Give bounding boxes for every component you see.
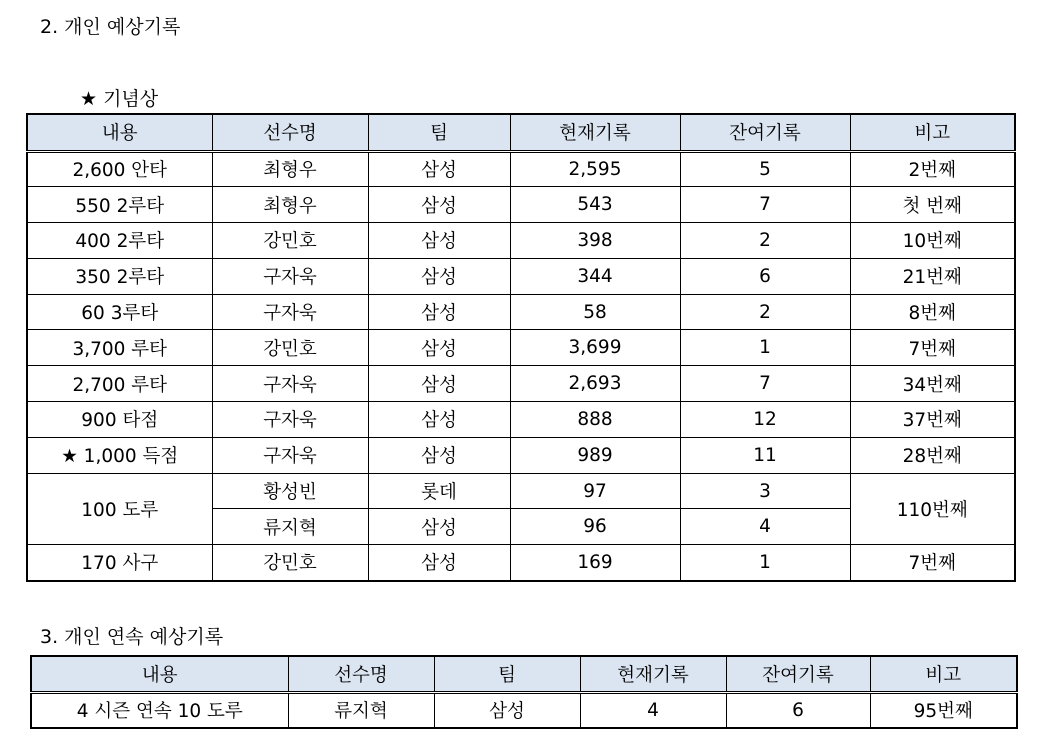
cell-note: 110번째	[850, 473, 1015, 545]
header-player: 선수명	[288, 656, 434, 692]
table-row	[27, 151, 1015, 187]
cell-player: 황성빈	[212, 473, 368, 509]
cell-current: 2,693	[510, 366, 680, 402]
section-3-title: 3. 개인 연속 예상기록	[40, 626, 224, 648]
cell-content: 900 타점	[27, 402, 212, 438]
cell-current: 3,699	[510, 330, 680, 366]
cell-player: 강민호	[212, 223, 368, 259]
cell-content: 4 시즌 연속 10 도루	[31, 692, 288, 728]
cell-content: 2,700 루타	[27, 366, 212, 402]
header-note: 비고	[850, 114, 1015, 151]
table-row	[27, 366, 1015, 402]
header-current: 현재기록	[580, 656, 726, 692]
header-team: 팀	[368, 114, 510, 151]
cell-team: 삼성	[368, 223, 510, 259]
cell-remaining: 2	[680, 223, 850, 259]
table-header-row	[27, 114, 1015, 151]
cell-player: 강민호	[212, 330, 368, 366]
cell-current: 888	[510, 402, 680, 438]
cell-team: 삼성	[368, 509, 510, 545]
header-current: 현재기록	[510, 114, 680, 151]
cell-content: 170 사구	[27, 545, 212, 581]
cell-remaining: 2	[680, 294, 850, 330]
cell-remaining: 7	[680, 187, 850, 223]
cell-team: 롯데	[368, 473, 510, 509]
table-row	[27, 545, 1015, 581]
cell-player: 최형우	[212, 151, 368, 187]
cell-content: 3,700 루타	[27, 330, 212, 366]
cell-current: 2,595	[510, 151, 680, 187]
table-header-row	[31, 656, 1017, 692]
cell-note: 2번째	[850, 151, 1015, 187]
table-row	[27, 294, 1015, 330]
header-content: 내용	[31, 656, 288, 692]
cell-remaining: 1	[680, 330, 850, 366]
cell-current: 543	[510, 187, 680, 223]
cell-player: 구자욱	[212, 258, 368, 294]
header-content: 내용	[27, 114, 212, 151]
cell-team: 삼성	[368, 437, 510, 473]
cell-player: 류지혁	[212, 509, 368, 545]
section-2-subtitle: ★ 기념상	[80, 88, 159, 110]
cell-remaining: 1	[680, 545, 850, 581]
cell-player: 구자욱	[212, 294, 368, 330]
cell-note: 8번째	[850, 294, 1015, 330]
cell-remaining: 7	[680, 366, 850, 402]
section-2-title: 2. 개인 예상기록	[40, 16, 181, 38]
cell-team: 삼성	[368, 330, 510, 366]
table-row	[27, 187, 1015, 223]
cell-note: 37번째	[850, 402, 1015, 438]
cell-current: 398	[510, 223, 680, 259]
cell-remaining: 6	[726, 692, 870, 728]
cell-team: 삼성	[368, 402, 510, 438]
header-note: 비고	[870, 656, 1017, 692]
table-row	[27, 223, 1015, 259]
cell-player: 류지혁	[288, 692, 434, 728]
table-row	[27, 473, 1015, 509]
header-remaining: 잔여기록	[726, 656, 870, 692]
cell-team: 삼성	[368, 187, 510, 223]
cell-note: 첫 번째	[850, 187, 1015, 223]
cell-current: 989	[510, 437, 680, 473]
cell-team: 삼성	[368, 258, 510, 294]
cell-player: 구자욱	[212, 366, 368, 402]
table-row	[27, 402, 1015, 438]
cell-note: 10번째	[850, 223, 1015, 259]
cell-remaining: 6	[680, 258, 850, 294]
cell-team: 삼성	[368, 151, 510, 187]
cell-team: 삼성	[368, 294, 510, 330]
header-player: 선수명	[212, 114, 368, 151]
cell-remaining: 5	[680, 151, 850, 187]
header-remaining: 잔여기록	[680, 114, 850, 151]
cell-remaining: 11	[680, 437, 850, 473]
cell-player: 최형우	[212, 187, 368, 223]
cell-note: 34번째	[850, 366, 1015, 402]
cell-current: 58	[510, 294, 680, 330]
table-row	[27, 437, 1015, 473]
streak-table	[30, 655, 1018, 729]
table-row	[31, 692, 1017, 728]
cell-content: 2,600 안타	[27, 151, 212, 187]
cell-note: 21번째	[850, 258, 1015, 294]
cell-content: ★ 1,000 득점	[27, 437, 212, 473]
cell-current: 4	[580, 692, 726, 728]
cell-current: 96	[510, 509, 680, 545]
cell-content: 400 2루타	[27, 223, 212, 259]
cell-note: 28번째	[850, 437, 1015, 473]
cell-player: 구자욱	[212, 402, 368, 438]
cell-remaining: 12	[680, 402, 850, 438]
cell-current: 97	[510, 473, 680, 509]
cell-content: 550 2루타	[27, 187, 212, 223]
cell-team: 삼성	[434, 692, 580, 728]
cell-content: 100 도루	[27, 473, 212, 545]
cell-content: 350 2루타	[27, 258, 212, 294]
milestone-table	[26, 113, 1016, 582]
cell-team: 삼성	[368, 545, 510, 581]
cell-player: 구자욱	[212, 437, 368, 473]
cell-current: 169	[510, 545, 680, 581]
cell-remaining: 4	[680, 509, 850, 545]
cell-player: 강민호	[212, 545, 368, 581]
cell-note: 95번째	[870, 692, 1017, 728]
cell-team: 삼성	[368, 366, 510, 402]
cell-note: 7번째	[850, 545, 1015, 581]
table-row	[27, 330, 1015, 366]
header-team: 팀	[434, 656, 580, 692]
cell-current: 344	[510, 258, 680, 294]
table-row	[27, 258, 1015, 294]
cell-remaining: 3	[680, 473, 850, 509]
cell-note: 7번째	[850, 330, 1015, 366]
cell-content: 60 3루타	[27, 294, 212, 330]
